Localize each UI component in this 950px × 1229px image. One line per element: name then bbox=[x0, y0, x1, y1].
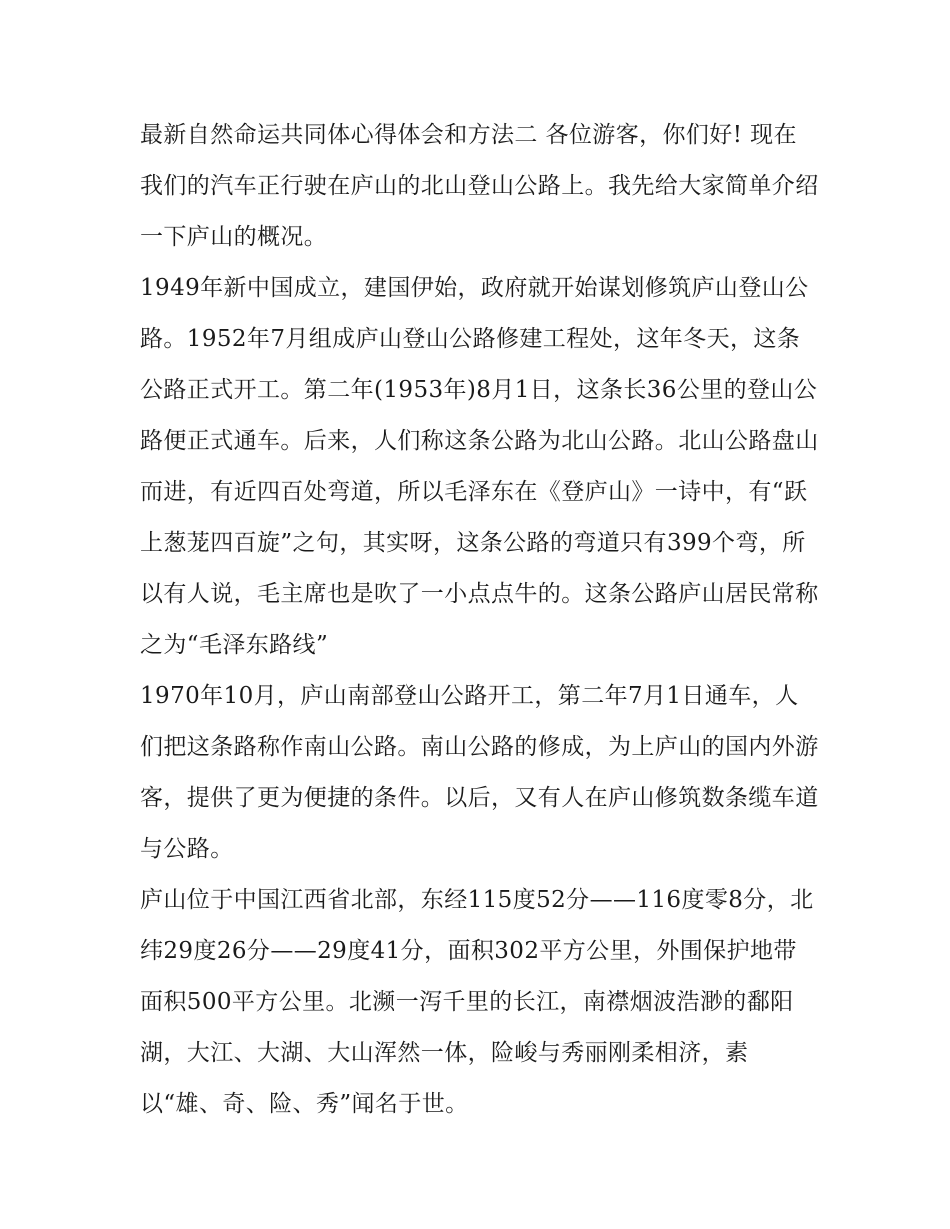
paragraph-intro: 最新自然命运共同体心得体会和方法二 各位游客，你们好! 现在我们的汽车正行驶在庐山的北山登山公路上。我先给大家简单介绍一下庐山的概况。 bbox=[140, 122, 819, 250]
paragraph-north-road-history: 1949年新中国成立，建国伊始，政府就开始谋划修筑庐山登山公路。1952年7月组成庐山登山公路修建工程处，这年冬天，这条公路正式开工。第二年(1953年)8月1日，这条长36公里的登山公路便正式通车。后来，人们称这条公路为北山公路。北山公路盘山而进，有近四百处弯道，所以毛泽东在《登庐山》一诗中，有“跃上葱茏四百旋”之句，其实呀，这条公路的弯道只有399个弯，所以有人说，毛主席也是吹了一小点点牛的。这条公路庐山居民常称之为“毛泽东路线” bbox=[140, 275, 819, 658]
paragraph-lushan-geography: 庐山位于中国江西省北部，东经115度52分——116度零8分，北纬29度26分——29度41分，面积302平方公里，外围保护地带面积500平方公里。北濒一泻千里的长江，南襟烟波浩渺的鄱阳湖，大江、大湖、大山浑然一体，险峻与秀丽刚柔相济，素以“雄、奇、险、秀”闻名于世。 bbox=[140, 887, 814, 1117]
paragraph-south-road-history: 1970年10月，庐山南部登山公路开工，第二年7月1日通车，人们把这条路称作南山公路。南山公路的修成，为上庐山的国内外游客，提供了更为便捷的条件。以后，又有人在庐山修筑数条缆车道与公路。 bbox=[140, 683, 819, 862]
document-body bbox=[140, 110, 820, 1130]
